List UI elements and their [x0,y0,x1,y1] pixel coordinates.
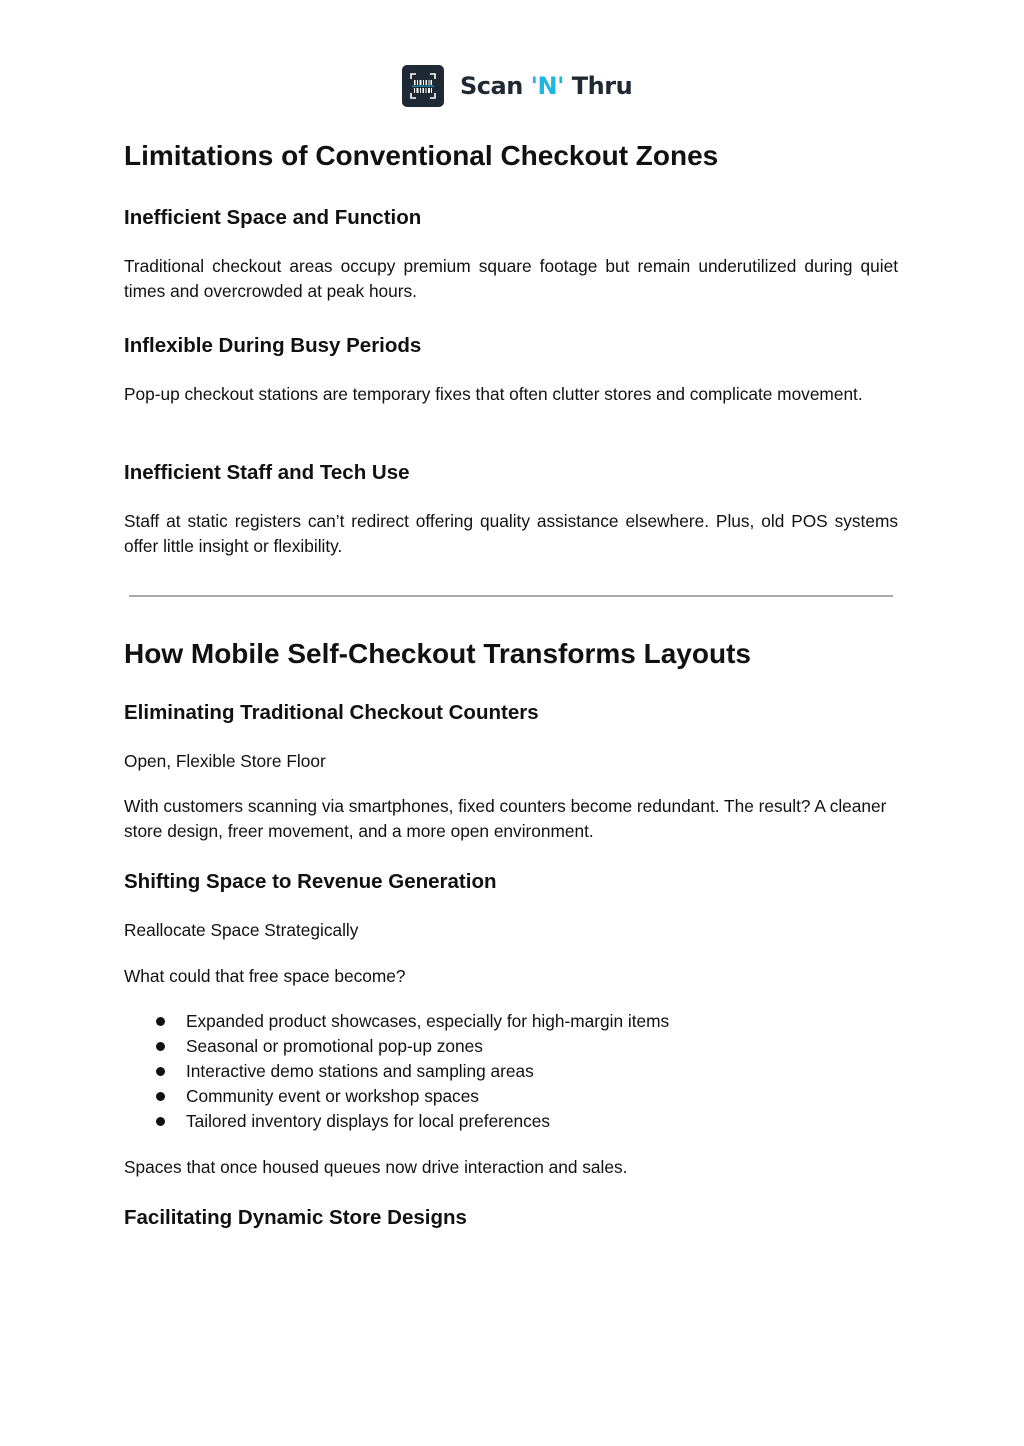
bullet-icon [156,1117,165,1126]
section-title-limitations [124,139,898,173]
list-item: Tailored inventory displays for local preferences [124,1109,898,1134]
bullet-icon [156,1092,165,1101]
bullet-list [124,1009,898,1134]
subsection-heading: Inflexible During Busy Periods [124,334,422,357]
list-item: Seasonal or promotional pop-up zones [124,1034,898,1059]
paragraph: What could that free space become? [124,966,406,986]
question-free-space [124,964,898,989]
paragraph: Traditional checkout areas occupy premium square footage but remain underutilized during quiet times and overcrowded at peak hours. [124,256,898,301]
section-title-mobile-checkout [124,637,898,671]
barcode-scanner-icon [402,65,444,107]
brand-logo [402,65,632,107]
list-item: Interactive demo stations and sampling areas [124,1059,898,1084]
paragraph-inefficient-space [124,254,898,304]
subsection-inflexible-busy [124,333,898,359]
paragraph: Pop-up checkout stations are temporary fixes that often clutter stores and complicate movement. [124,384,863,404]
lead-text: Reallocate Space Strategically [124,920,359,940]
lead-reallocate [124,918,898,943]
closing-sentence [124,1155,898,1180]
subsection-eliminating-counters [124,700,898,726]
paragraph-inflexible-busy [124,382,898,407]
paragraph-eliminating-counters [124,794,898,844]
bullet-icon [156,1042,165,1051]
subsection-heading: Shifting Space to Revenue Generation [124,870,497,893]
lead-open-floor [124,749,898,774]
subsection-inefficient-space [124,205,898,231]
subsection-dynamic-designs [124,1205,898,1231]
bullet-icon [156,1067,165,1076]
section-divider [129,595,893,597]
subsection-heading: Inefficient Staff and Tech Use [124,461,410,484]
list-item: Expanded product showcases, especially for high-margin items [124,1009,898,1034]
brand-name: Scan 'N' Thru [460,72,633,100]
subsection-inefficient-staff [124,460,898,486]
paragraph-inefficient-staff [124,509,898,559]
lead-text: Open, Flexible Store Floor [124,751,326,771]
section-title: How Mobile Self-Checkout Transforms Layouts [124,638,751,669]
subsection-shifting-space [124,869,898,895]
bullet-icon [156,1017,165,1026]
subsection-heading: Facilitating Dynamic Store Designs [124,1206,467,1229]
paragraph: Staff at static registers can’t redirect offering quality assistance elsewhere. Plus, old POS systems offer little insight or flexibility. [124,511,898,556]
paragraph: Spaces that once housed queues now drive interaction and sales. [124,1157,628,1177]
subsection-heading: Eliminating Traditional Checkout Counters [124,701,539,724]
subsection-heading: Inefficient Space and Function [124,206,422,229]
page-title: Limitations of Conventional Checkout Zones [124,140,719,171]
paragraph: With customers scanning via smartphones, fixed counters become redundant. The result? A cleaner store design, freer movement, and a more open environment. [124,796,887,841]
list-item: Community event or workshop spaces [124,1084,898,1109]
